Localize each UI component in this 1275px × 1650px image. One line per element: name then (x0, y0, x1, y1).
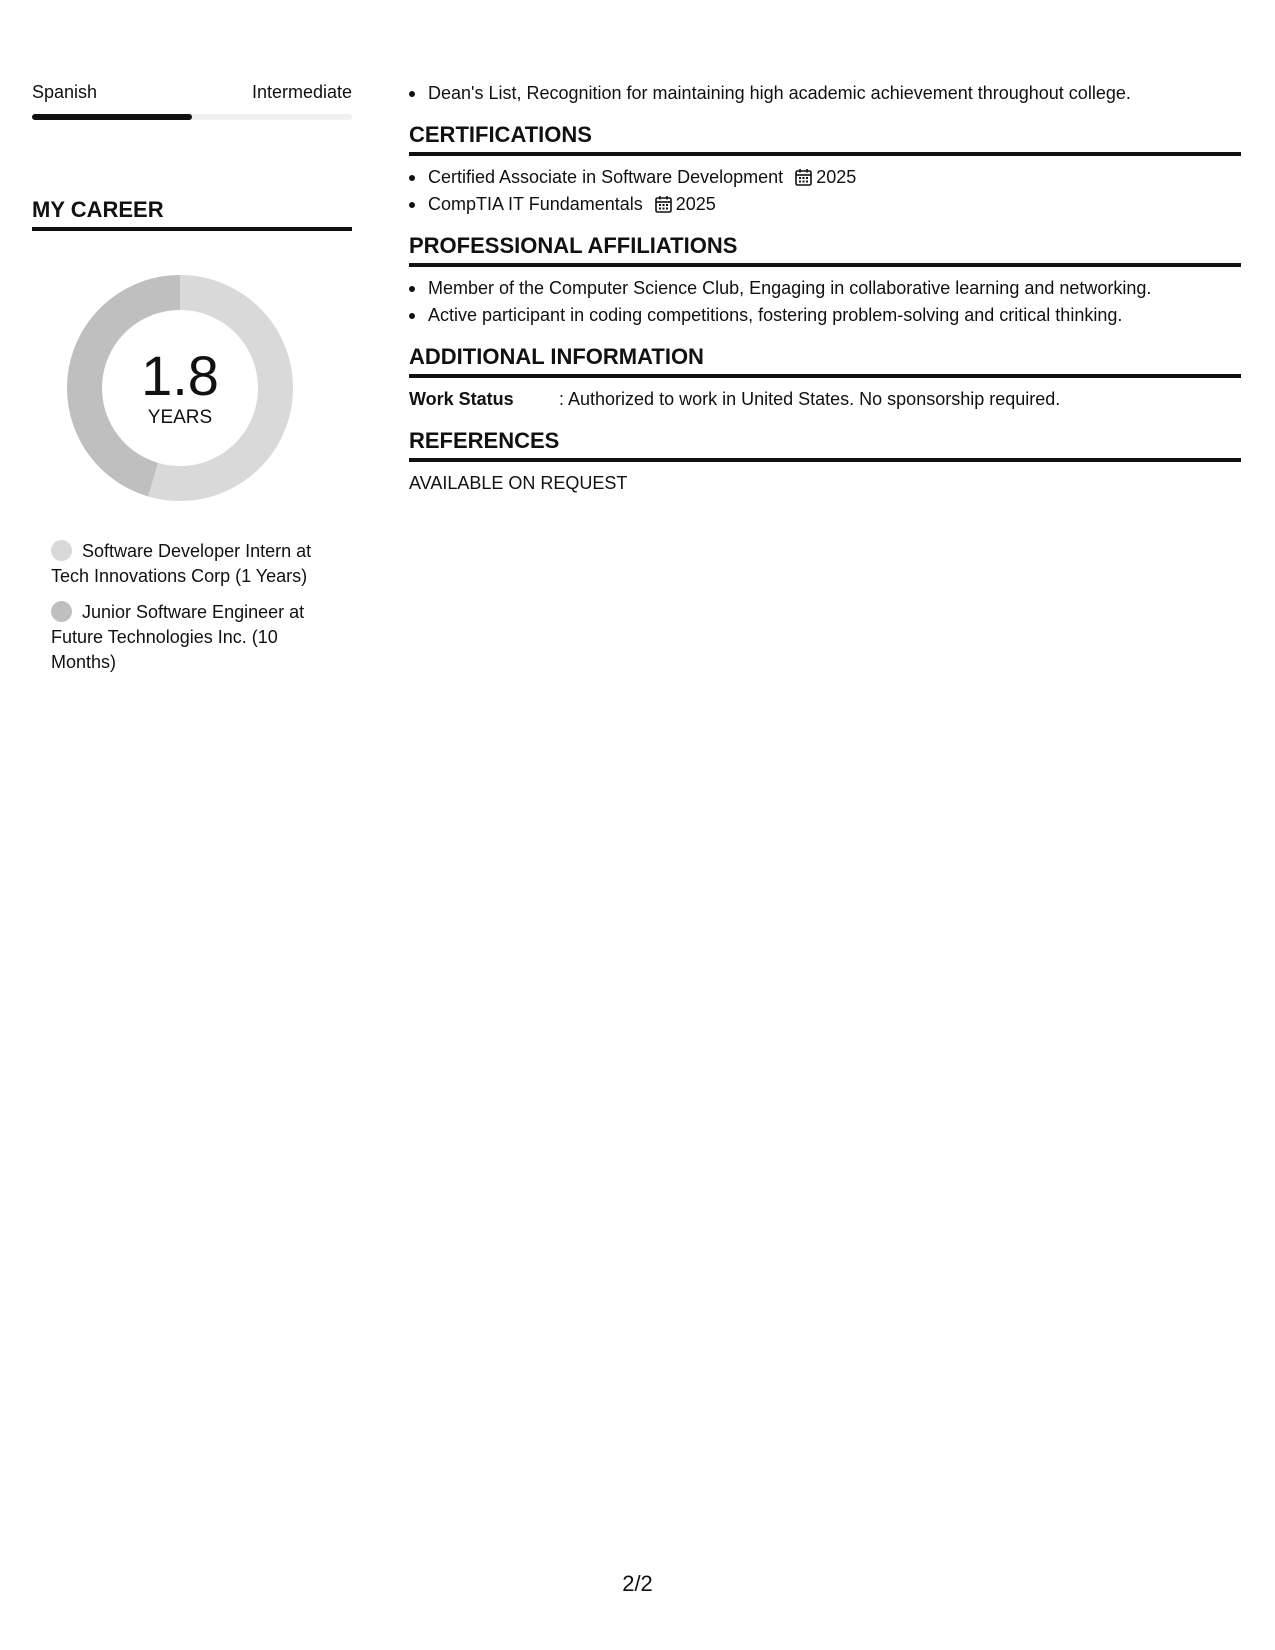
list-item: Active participant in coding competitions, fostering problem-solving and critical thinking. (409, 302, 1241, 329)
career-legend (51, 539, 341, 675)
career-donut-center (67, 275, 293, 501)
work-status-label: Work Status (409, 389, 514, 409)
affiliations-title: PROFESSIONAL AFFILIATIONS (409, 232, 1241, 267)
certification-year: 2025 (816, 167, 857, 187)
list-item: Dean's List, Recognition for maintaining high academic achievement throughout college. (409, 80, 1241, 107)
affiliations-section (409, 232, 1241, 329)
career-section-title: MY CAREER (32, 196, 352, 231)
language-row (32, 80, 352, 104)
page-number: 2/2 (622, 1571, 653, 1596)
certification-year: 2025 (675, 194, 716, 214)
references-title: REFERENCES (409, 427, 1241, 462)
legend-dot-icon (51, 540, 72, 561)
language-name: Spanish (32, 82, 98, 102)
certification-name: Certified Associate in Software Development (428, 167, 784, 187)
work-status-value: : Authorized to work in United States. No sponsorship required. (559, 389, 1061, 409)
awards-list (409, 80, 1241, 107)
certifications-title: CERTIFICATIONS (409, 121, 1241, 156)
references-section (409, 427, 1241, 497)
career-donut-chart (67, 275, 293, 501)
calendar-icon (655, 195, 672, 213)
career-legend-item (51, 539, 341, 589)
language-proficiency-bar (32, 114, 352, 120)
certifications-list (409, 164, 1241, 218)
left-column (32, 80, 352, 686)
affiliations-list (409, 275, 1241, 329)
additional-info-title: ADDITIONAL INFORMATION (409, 343, 1241, 378)
language-level: Intermediate (251, 82, 352, 102)
career-total-value: 1.8 (141, 344, 219, 407)
list-item (409, 191, 1241, 218)
legend-dot-icon (51, 601, 72, 622)
additional-info-section (409, 343, 1241, 413)
certification-name: CompTIA IT Fundamentals (428, 194, 643, 214)
references-text: AVAILABLE ON REQUEST (409, 473, 628, 493)
language-proficiency-fill (32, 114, 192, 120)
list-item (409, 164, 1241, 191)
calendar-icon (795, 168, 812, 186)
work-status-row (409, 386, 1241, 413)
career-total-unit: YEARS (147, 407, 213, 428)
list-item: Member of the Computer Science Club, Engaging in collaborative learning and networking. (409, 275, 1241, 302)
career-legend-label: Software Developer Intern at Tech Innovations Corp (1 Years) (51, 541, 312, 586)
career-legend-label: Junior Software Engineer at Future Technologies Inc. (10 Months) (51, 602, 305, 672)
certifications-section (409, 121, 1241, 218)
career-legend-item (51, 600, 341, 675)
right-column (409, 80, 1241, 497)
